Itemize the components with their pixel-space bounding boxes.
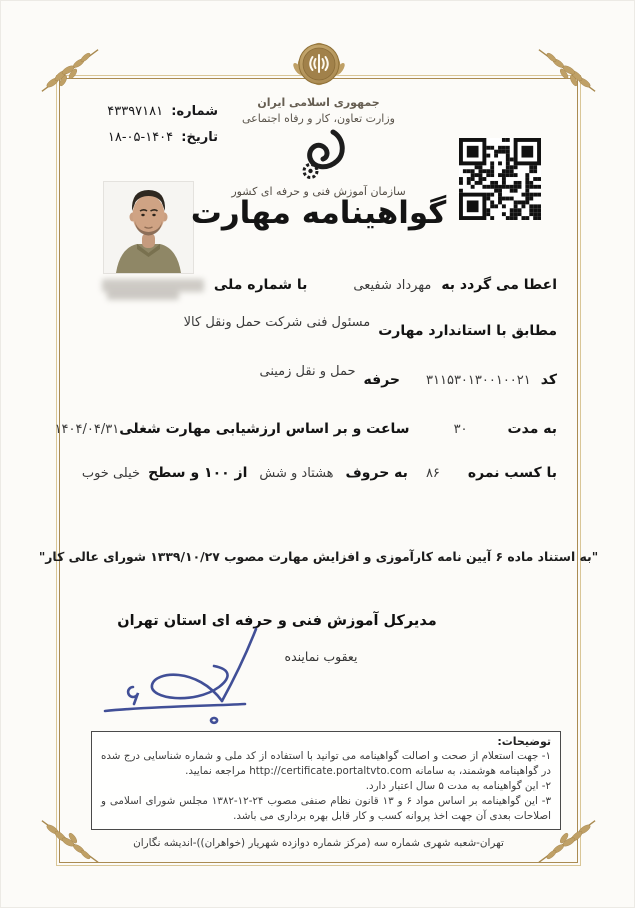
serial-value: ۴۳۳۹۷۱۸۱ [107,104,164,119]
corner-flourish-icon [536,45,598,95]
note-item: ۳- این گواهینامه بر اساس مواد ۶ و ۱۳ قانون نظام صنفی مصوب ۲۴-۱۲-۱۳۸۲ مجلس شورای اسلامی و اصلاحات بعدی آن جهت اخذ پروانه کسب و کار قابل بهره برداری می باشد. [101,795,551,823]
header-country: جمهوری اسلامی ایران [257,96,380,109]
standard-value: مسئول فنی شرکت حمل ونقل کالا [183,314,371,330]
note-item: ۱- جهت استعلام از صحت و اصالت گواهینامه می توانید با استفاده از کد ملی و شماره شناسایی درج شده در گواهینامه هوشمند، به سامانه http://certificate.portaltvto.com مراجعه نمایید. [101,750,551,778]
tvto-logo-icon [300,129,347,182]
row-granted-to [76,277,557,293]
score-label: با کسب نمره [467,465,557,481]
row-duration [54,421,557,437]
certificate-title: گواهینامه مهارت [190,195,447,231]
national-id-label: با شماره ملی [213,277,308,293]
notes-box [91,731,561,830]
redacted-national-id [102,279,204,292]
serial-block [63,104,218,156]
date-value: ۱۴۰۴-۰۵-۱۸ [107,130,174,145]
score-level-value: خیلی خوب [81,465,141,481]
duration-label: به مدت [507,421,557,437]
code-value: ۳۱۱۵۳۰۱۳۰۰۱۰۰۲۱ [426,372,531,388]
recipient-name: مهرداد شفیعی [353,277,432,293]
serial-label: شماره: [171,104,218,119]
legal-citation: "به استناد ماده ۶ آیین نامه کارآموزی و افزایش مهارت مصوب ۱۳۳۹/۱۰/۲۷ شورای عالی کار" [38,549,599,564]
notes-heading: توضیحات: [497,735,551,748]
row-score [76,465,557,481]
corner-flourish-icon [39,45,101,95]
profession-label: حرفه [363,372,401,388]
evaluation-date: ۱۴۰۴/۰۴/۳۱ [54,421,120,437]
signature-scribble-icon [93,625,331,727]
header-organization: سازمان آموزش فنی و حرفه ای کشور [231,185,406,198]
profession-value: حمل و نقل زمینی [259,363,356,379]
granted-to-label: اعطا می گردد به [441,277,557,293]
serial-number-row [63,104,218,119]
national-emblem-icon [292,35,346,95]
score-words-value: هشتاد و شش [259,465,334,481]
signatory-title: مدیرکل آموزش فنی و حرفه ای استان تهران [117,613,437,629]
branch-footer: تهران-شعبه شهری شماره سه (مرکز شماره دوازده شهریار (خواهران))-اندیشه نگاران [133,837,504,849]
score-scale-label: از ۱۰۰ و سطح [148,465,248,481]
code-label: کد [540,372,557,388]
header-ministry: وزارت تعاون، کار و رفاه اجتماعی [241,112,395,125]
note-item: ۲- این گواهینامه به مدت ۵ سال اعتبار دارد. [365,780,551,793]
score-words-label: به حروف [345,465,408,481]
duration-suffix: ساعت و بر اساس ارزشیابی مهارت شغلی [119,421,410,437]
standard-label: مطابق با استاندارد مهارت [378,323,557,339]
signatory-name: یعقوب نماینده [284,649,358,664]
issue-date-row [63,130,218,145]
duration-hours: ۳۰ [453,421,468,437]
row-code-profession [76,363,557,388]
row-standard [76,314,557,339]
score-value: ۸۶ [425,465,440,481]
date-label: تاریخ: [181,130,218,145]
